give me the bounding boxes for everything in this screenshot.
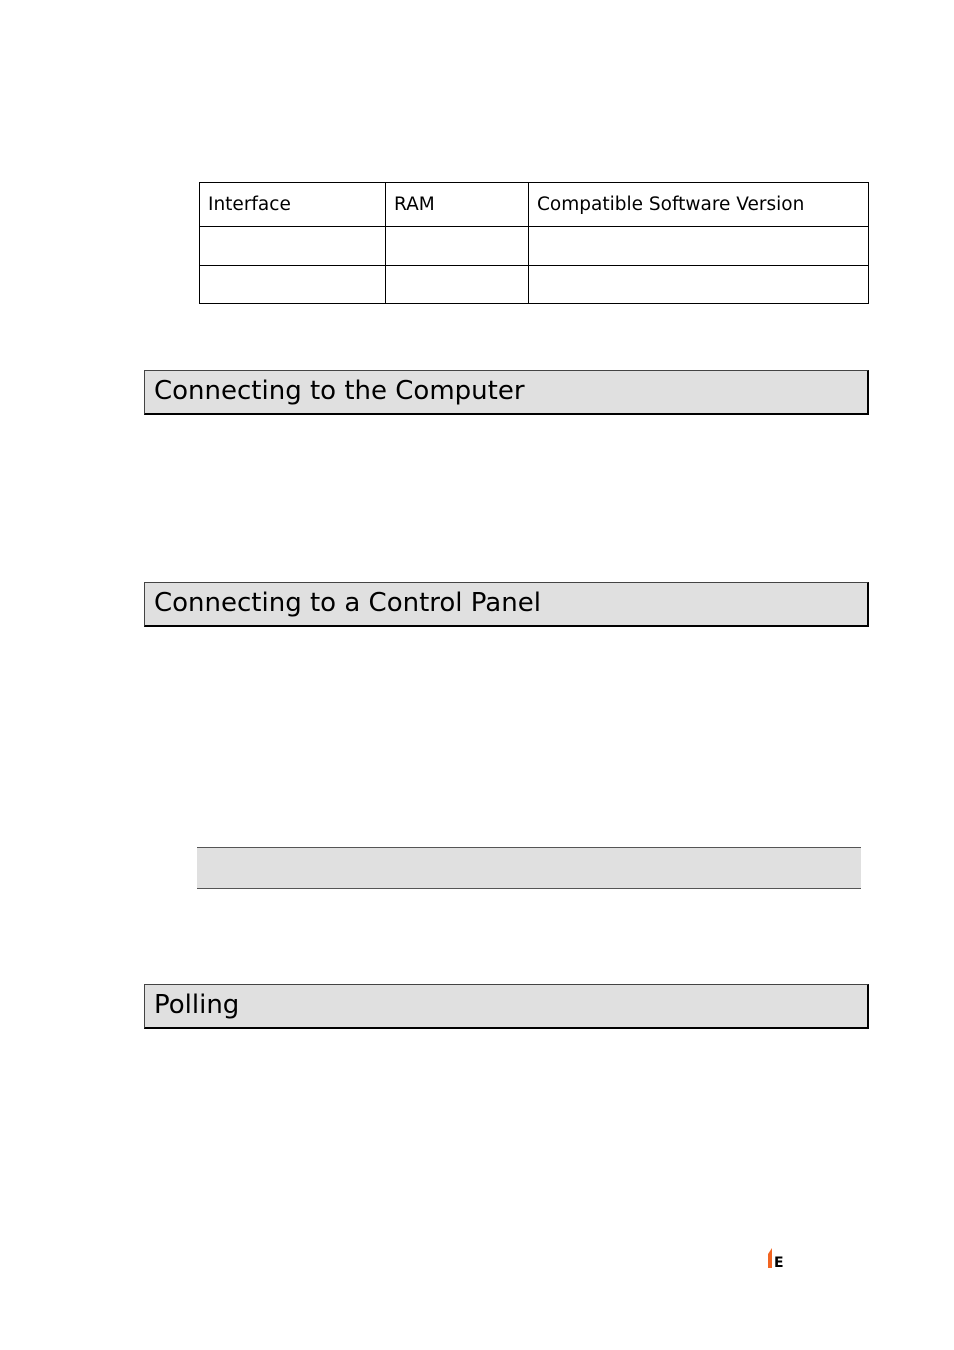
heading-connecting-to-control-panel: Connecting to a Control Panel (144, 582, 869, 627)
heading-connecting-to-computer: Connecting to the Computer (144, 370, 869, 415)
logo-letter: E (774, 1255, 784, 1269)
brand-logo-icon (767, 1247, 787, 1269)
table-row (200, 265, 869, 304)
table-cell (200, 227, 386, 266)
heading-polling: Polling (144, 984, 869, 1029)
interface-spec-table (199, 182, 869, 304)
table-cell (386, 227, 529, 266)
header-interface: Interface (200, 183, 386, 227)
table-cell (200, 265, 386, 304)
table-row (200, 227, 869, 266)
table-cell (529, 227, 869, 266)
header-ram: RAM (386, 183, 529, 227)
table-cell (386, 265, 529, 304)
table-header-row (200, 183, 869, 227)
note-box (197, 847, 861, 889)
header-software-version: Compatible Software Version (529, 183, 869, 227)
table-cell (529, 265, 869, 304)
